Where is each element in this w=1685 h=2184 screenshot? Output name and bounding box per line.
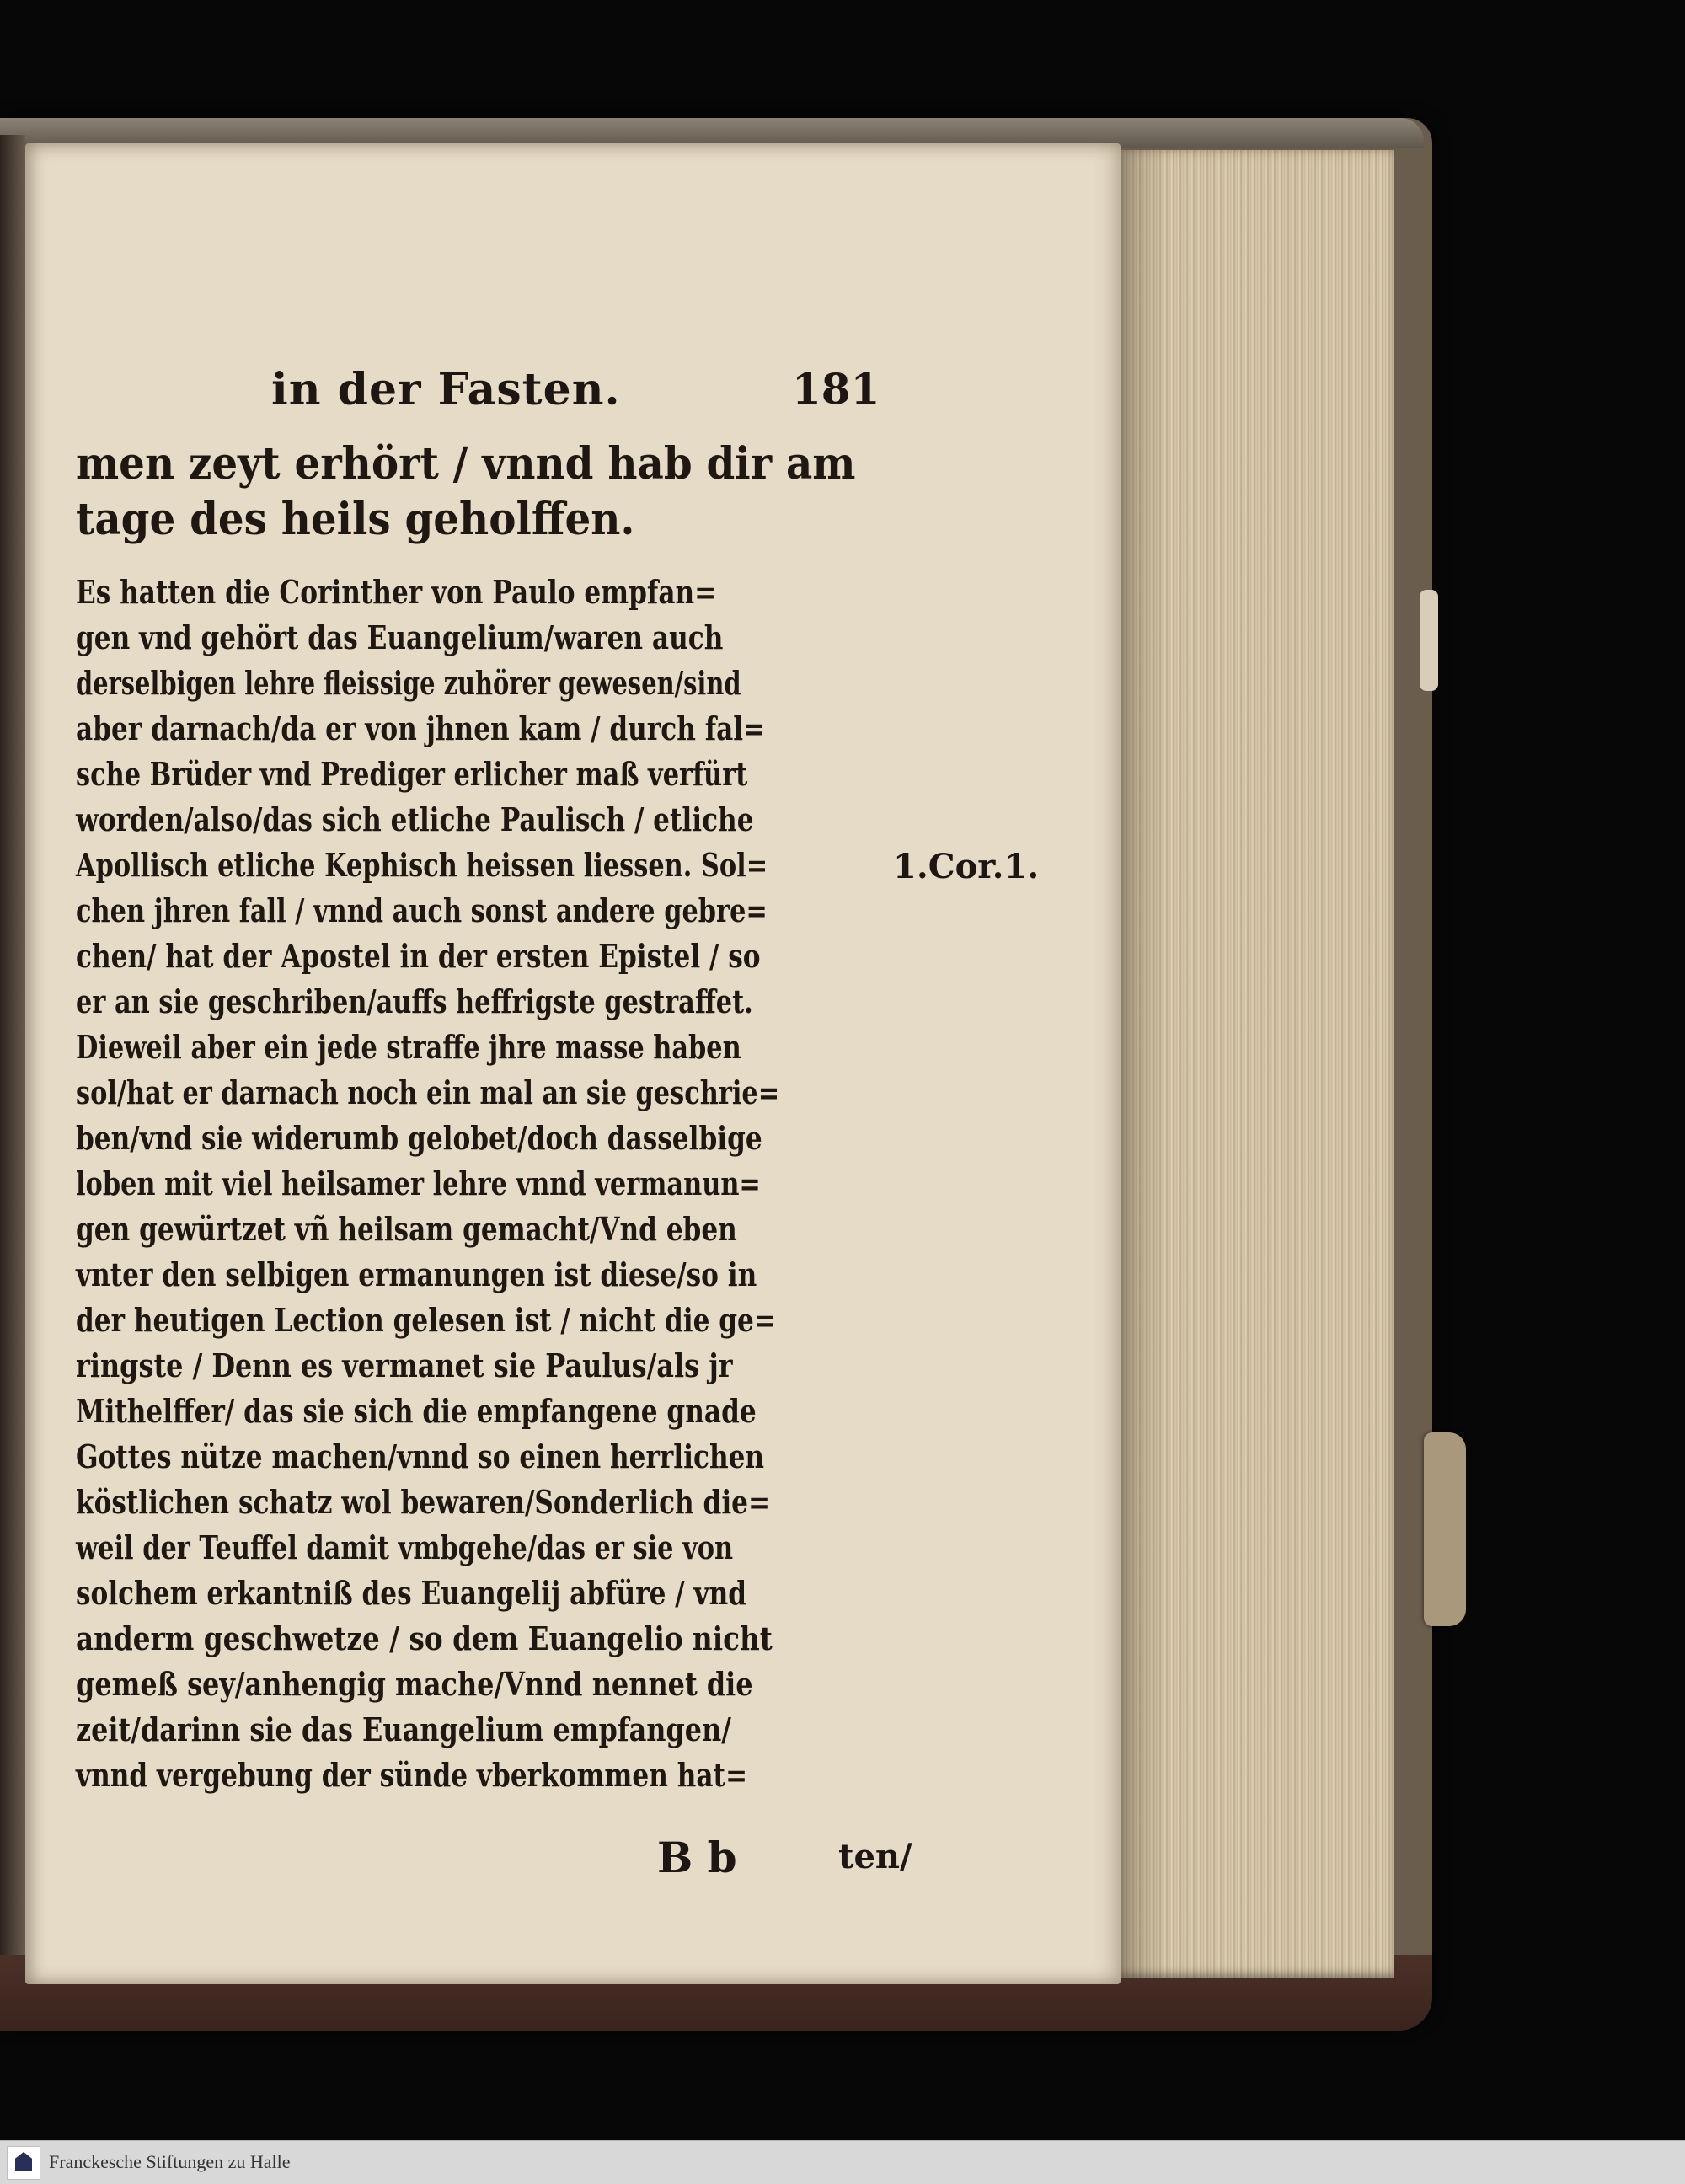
signature-mark: B b: [657, 1833, 737, 1882]
book-page: [25, 143, 1121, 1984]
cover-left-edge: [0, 135, 25, 1989]
text-line: Dieweil aber ein jede straffe jhre masse haben: [76, 1028, 741, 1066]
page-number: 181: [792, 364, 880, 414]
text-line: köstlichen schatz wol bewaren/Sonderlich die=: [76, 1483, 771, 1521]
text-line: tage des heils geholffen.: [76, 494, 635, 545]
text-line: vnnd vergebung der sünde vberkommen hat=: [76, 1756, 748, 1794]
text-line: worden/also/das sich etliche Paulisch / etliche: [76, 800, 754, 838]
text-line: ben/vnd sie widerumb gelobet/doch dasselbige: [76, 1119, 762, 1157]
text-line: anderm geschwetze / so dem Euangelio nicht: [76, 1619, 773, 1657]
text-line: solchem erkantniß des Euangelij abfüre / vnd: [76, 1574, 747, 1612]
text-line: er an sie geschriben/auffs heffrigste gestraffet.: [76, 982, 753, 1020]
torn-paper-flap: [1424, 1432, 1466, 1626]
text-line: Apollisch etliche Kephisch heissen liessen. Sol=: [76, 846, 768, 884]
text-line: gen vnd gehört das Euangelium/waren auch: [76, 618, 724, 656]
text-line: zeit/darinn sie das Euangelium empfangen/: [76, 1710, 731, 1748]
text-line: loben mit viel heilsamer lehre vnnd vermanun=: [76, 1164, 761, 1202]
text-line: aber darnach/da er von jhnen kam / durch fal=: [76, 709, 766, 747]
catchword: ten/: [838, 1837, 912, 1876]
text-line: Gottes nütze machen/vnnd so einen herrlichen: [76, 1437, 765, 1475]
text-line: sol/hat er darnach noch ein mal an sie geschrie=: [76, 1073, 780, 1111]
text-line: weil der Teuffel damit vmbgehe/das er sie von: [76, 1528, 734, 1566]
text-line: der heutigen Lection gelesen ist / nicht die ge=: [76, 1301, 776, 1339]
text-line: gen gewürtzet vñ heilsam gemacht/Vnd eben: [76, 1210, 737, 1248]
text-line: ringste / Denn es vermanet sie Paulus/als jr: [76, 1346, 733, 1384]
margin-note: 1.Cor.1.: [893, 847, 1040, 886]
text-line: Es hatten die Corinther von Paulo empfan=: [76, 573, 717, 611]
footer-institution: Franckesche Stiftungen zu Halle: [49, 2151, 291, 2172]
text-line: sche Brüder vnd Prediger erlicher maß verfürt: [76, 755, 748, 793]
page-text-block: [25, 143, 1121, 1984]
text-line: gemeß sey/anhengig mache/Vnnd nennet die: [76, 1665, 753, 1703]
page-stack-shadow: [1116, 150, 1167, 1978]
footer-bar: [0, 2140, 1685, 2184]
running-head: in der Fasten.: [271, 364, 621, 415]
text-line: vnter den selbigen ermanungen ist diese/so in: [76, 1255, 757, 1293]
text-line: derselbigen lehre fleissige zuhörer gewesen/sind: [76, 664, 741, 702]
text-line: Mithelffer/ das sie sich die empfangene gnade: [76, 1392, 757, 1430]
institution-logo-icon: [7, 2146, 40, 2180]
text-line: chen/ hat der Apostel in der ersten Epistel / so: [76, 937, 761, 975]
text-line: chen jhren fall / vnnd auch sonst andere gebre=: [76, 891, 768, 929]
text-line: men zeyt erhört / vnnd hab dir am: [76, 438, 856, 490]
clasp-mark: [1420, 590, 1438, 691]
